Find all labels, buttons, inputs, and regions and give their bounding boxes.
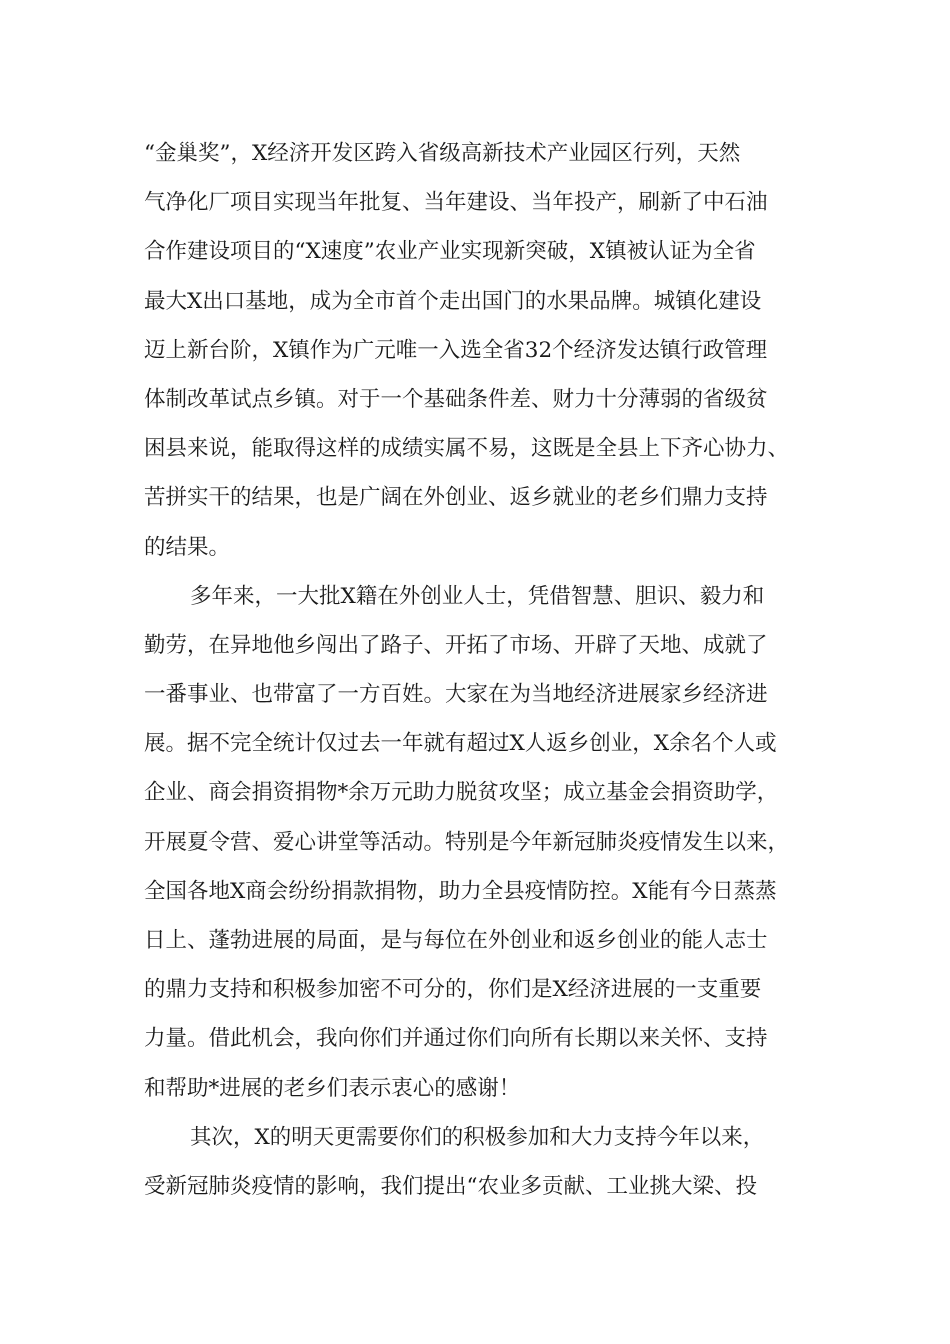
text-line: 受新冠肺炎疫情的影响，我们提出“农业多贡献、工业挑大梁、投 — [144, 1173, 757, 1199]
text-line: 展。据不完全统计仅过去一年就有超过X人返乡创业，X余名个人或 — [144, 731, 777, 757]
text-line: 开展夏令营、爱心讲堂等活动。特别是今年新冠肺炎疫情发生以来， — [144, 829, 790, 855]
body-text — [144, 129, 834, 1211]
text-line: 力量。借此机会，我向你们并通过你们向所有长期以来关怀、支持 — [144, 1026, 768, 1052]
text-line: 最大X出口基地，成为全市首个走出国门的水果品牌。城镇化建设 — [144, 288, 762, 314]
paragraph-first-line: 其次，X的明天更需要你们的积极参加和大力支持今年以来， — [190, 1124, 765, 1150]
text-line: 和帮助*进展的老乡们表示衷心的感谢！ — [144, 1075, 521, 1101]
text-line: 全国各地X商会纷纷捐款捐物，助力全县疫情防控。X能有今日蒸蒸 — [144, 878, 777, 904]
paragraph-first-line: 多年来，一大批X籍在外创业人士，凭借智慧、胆识、毅力和 — [190, 583, 765, 609]
text-line: 迈上新台阶，X镇作为广元唯一入选全省32个经济发达镇行政管理 — [144, 337, 768, 363]
text-line: 的结果。 — [144, 534, 231, 560]
text-line: 合作建设项目的“X速度”农业产业实现新突破，X镇被认证为全省 — [144, 239, 756, 265]
text-line: 体制改革试点乡镇。对于一个基础条件差、财力十分薄弱的省级贫 — [144, 386, 768, 412]
text-line: 苦拼实干的结果，也是广阔在外创业、返乡就业的老乡们鼎力支持 — [144, 485, 768, 511]
text-line: 困县来说，能取得这样的成绩实属不易，这既是全县上下齐心协力、 — [144, 436, 790, 462]
text-line: 日上、蓬勃进展的局面，是与每位在外创业和返乡创业的能人志士 — [144, 928, 768, 953]
text-line: 一番事业、也带富了一方百姓。大家在为当地经济进展家乡经济进 — [144, 682, 768, 708]
text-line: 的鼎力支持和积极参加密不可分的，你们是X经济进展的一支重要 — [144, 977, 762, 1003]
text-line: 气净化厂项目实现当年批复、当年建设、当年投产，刷新了中石油 — [144, 190, 768, 216]
text-line: “金巢奖”，X经济开发区跨入省级高新技术产业园区行列，天然 — [144, 141, 741, 166]
text-line: 勤劳，在异地他乡闯出了路子、开拓了市场、开辟了天地、成就了 — [144, 632, 768, 658]
text-line: 企业、商会捐资捐物*余万元助力脱贫攻坚；成立基金会捐资助学， — [144, 780, 779, 806]
